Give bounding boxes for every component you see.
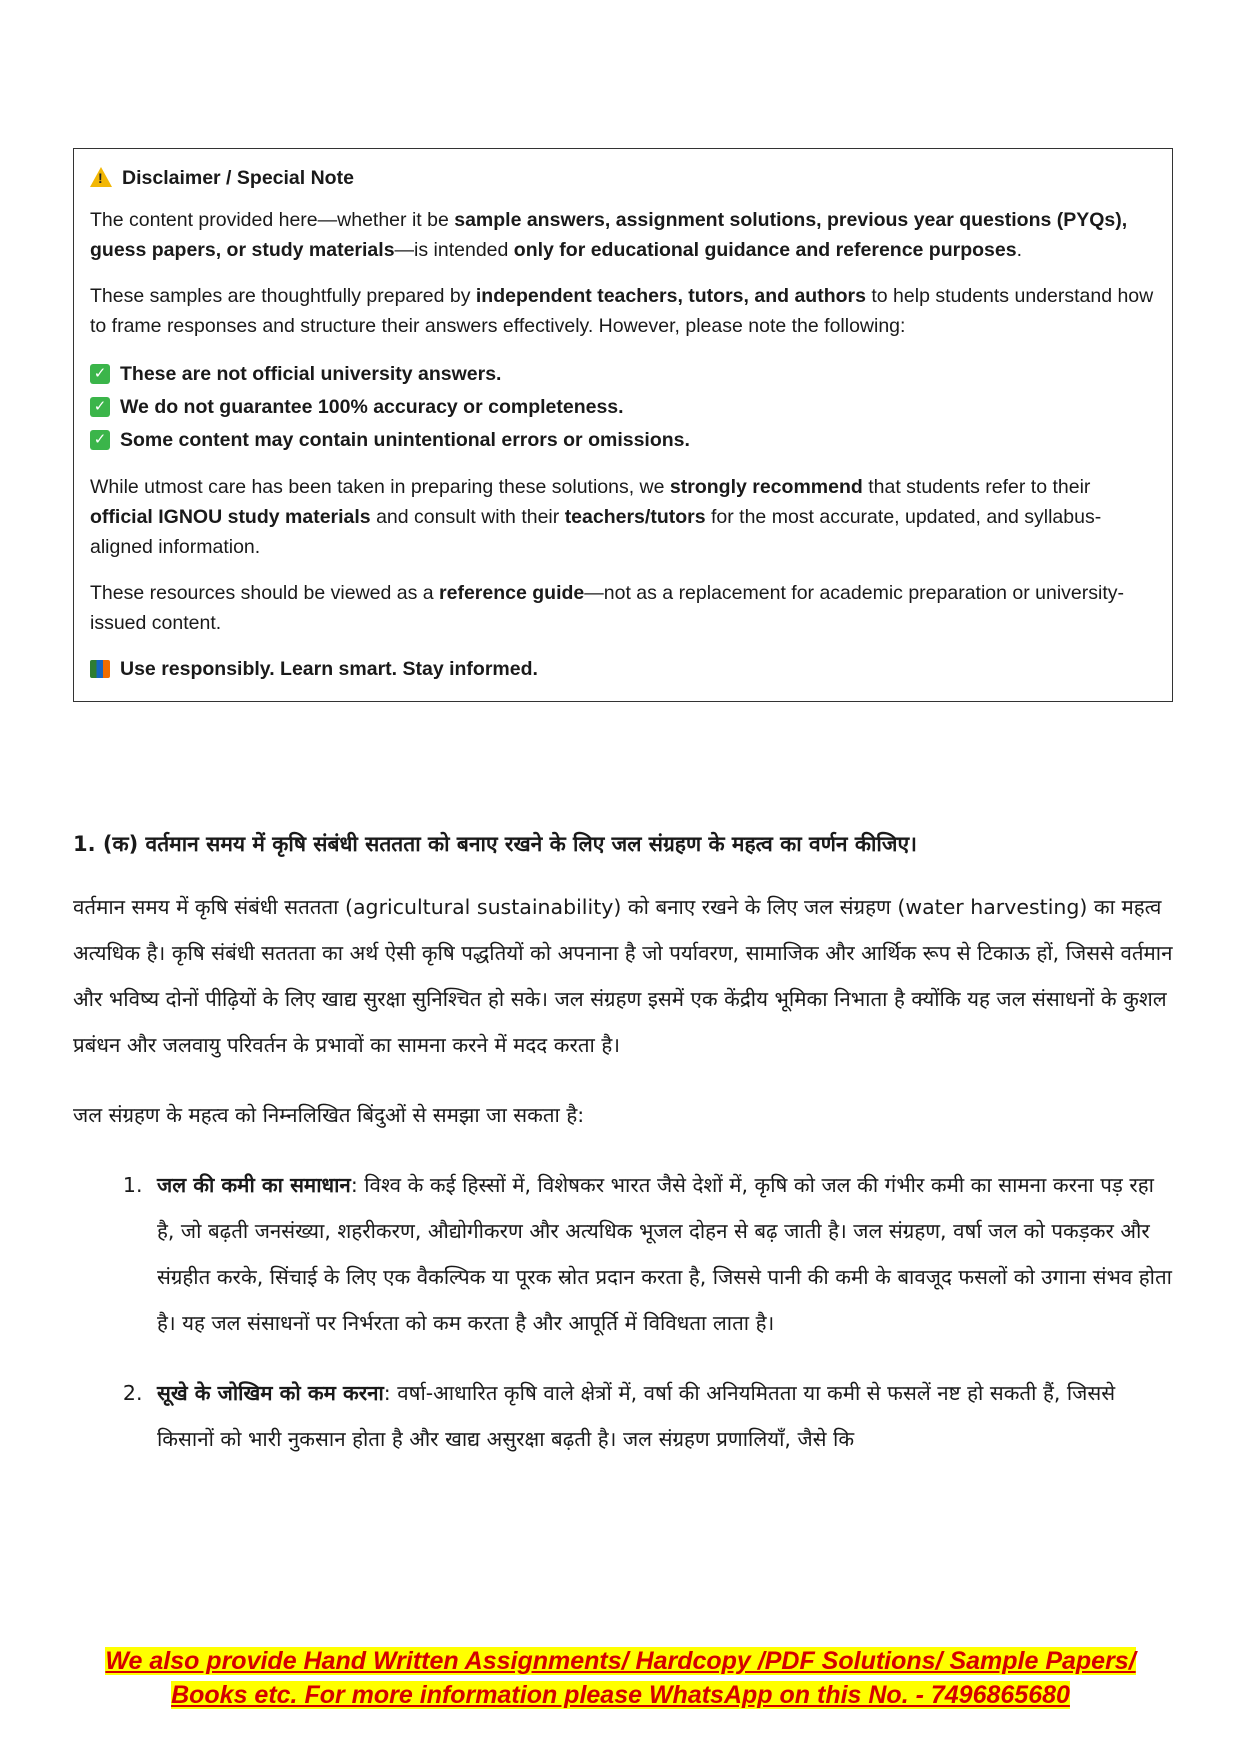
check-item: ✓ Some content may contain unintentional errors or omissions. [90,423,1156,456]
list-item: 2. सूखे के जोखिम को कम करना: वर्षा-आधारित कृषि वाले क्षेत्रों में, वर्षा की अनियमितता या कमी से फसलें नष्ट हो सकती हैं, जिससे किसानों को भारी नुकसान होता है और खाद्य असुरक्षा बढ़ती है। जल संग्रहण प्रणालियाँ, जैसे कि [149,1370,1173,1462]
disclaimer-title: Disclaimer / Special Note [122,167,354,189]
disclaimer-paragraph-4: These resources should be viewed as a reference guide—not as a replacement for academic preparation or university-issued content. [90,582,1125,634]
disclaimer-paragraph-3: While utmost care has been taken in preparing these solutions, we strongly recommend that students refer to their official IGNOU study materials and consult with their teachers/tutors for the most accurate, updated, and syllabus-aligned information. [90,476,1102,558]
promo-banner [0,1644,1241,1712]
check-icon: ✓ [90,397,110,417]
warning-icon [90,167,112,187]
check-item: ✓ We do not guarantee 100% accuracy or completeness. [90,390,1156,423]
check-icon: ✓ [90,430,110,450]
disclaimer-check-list [90,357,1156,456]
promo-line-2: Books etc. For more information please WhatsApp on this No. - 7496865680 [171,1681,1070,1709]
check-icon: ✓ [90,364,110,384]
question-heading: 1. (क) वर्तमान समय में कृषि संबंधी सततता को बनाए रखने के लिए जल संग्रहण के महत्व का वर्णन कीजिए। [73,832,918,856]
disclaimer-paragraph-2: These samples are thoughtfully prepared by independent teachers, tutors, and authors to help students understand how to frame responses and structure their answers effectively. However, please note the following: [90,285,1154,337]
list-item: 1. जल की कमी का समाधान: विश्व के कई हिस्सों में, विशेषकर भारत जैसे देशों में, कृषि को जल की गंभीर कमी का सामना करना पड़ रहा है, जो बढ़ती जनसंख्या, शहरीकरण, औद्योगीकरण और अत्यधिक भूजल दोहन से बढ़ जाती है। जल संग्रहण, वर्षा जल को पकड़कर और संग्रहीत करके, सिंचाई के लिए एक वैकल्पिक या पूरक स्रोत प्रदान करता है, जिससे पानी की कमी के बावजूद फसलों को उगाना संभव होता है। यह जल संसाधनों पर निर्भरता को कम करता है और आपूर्ति में विविधता लाता है। [149,1162,1173,1346]
answer-content [73,828,1173,1486]
disclaimer-footer: Use responsibly. Learn smart. Stay informed. [90,654,1156,684]
promo-line-1: We also provide Hand Written Assignments/ Hardcopy /PDF Solutions/ Sample Papers/ [105,1647,1136,1675]
books-icon [90,660,110,678]
intro-paragraph: वर्तमान समय में कृषि संबंधी सततता (agricultural sustainability) को बनाए रखने के लिए जल संग्रहण (water harvesting) का महत्व अत्यधिक है। कृषि संबंधी सततता का अर्थ ऐसी कृषि पद्धतियों को अपनाना है जो पर्यावरण, सामाजिक और आर्थिक रूप से टिकाऊ हों, जिससे वर्तमान और भविष्य दोनों पीढ़ियों के लिए खाद्य सुरक्षा सुनिश्चित हो सके। जल संग्रहण इसमें एक केंद्रीय भूमिका निभाता है क्योंकि यह जल संसाधनों के कुशल प्रबंधन और जलवायु परिवर्तन के प्रभावों का सामना करने में मदद करता है। [73,895,1173,1057]
points-list [73,1162,1173,1462]
check-item: ✓ These are not official university answers. [90,357,1156,390]
disclaimer-paragraph-1: The content provided here—whether it be sample answers, assignment solutions, previous year questions (PYQs), guess papers, or study materials—is intended only for educational guidance and reference purposes. [90,209,1128,261]
lead-paragraph: जल संग्रहण के महत्व को निम्नलिखित बिंदुओं से समझा जा सकता है: [73,1103,585,1127]
disclaimer-box [73,148,1173,702]
disclaimer-title-row [90,163,1156,193]
